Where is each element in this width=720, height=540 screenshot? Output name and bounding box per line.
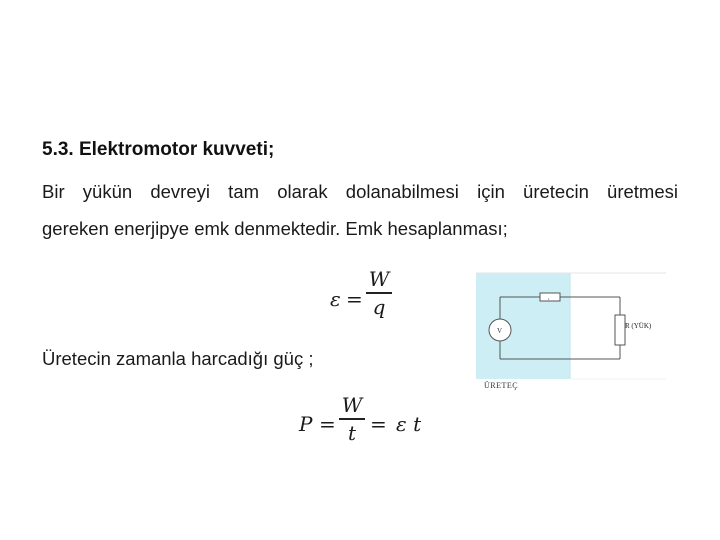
emf-times-time: ε t xyxy=(396,412,422,436)
generator-label: ÜRETEÇ xyxy=(484,381,519,390)
equals-sign-1: = xyxy=(319,412,336,436)
internal-resistor xyxy=(540,293,560,301)
fraction-bar xyxy=(339,418,365,420)
emf-symbol: ε xyxy=(330,287,341,311)
fraction-numerator: W xyxy=(341,393,363,417)
fraction-bar xyxy=(366,292,392,294)
power-symbol: P xyxy=(299,412,313,436)
power-fraction xyxy=(339,394,365,444)
paragraph-line-2: gereken enerjipye emk denmektedir. Emk hesaplanması; xyxy=(42,218,508,239)
equals-sign-2: = xyxy=(370,412,387,436)
load-label: R (YÜK) xyxy=(625,322,652,330)
section-heading: 5.3. Elektromotor kuvveti; xyxy=(42,139,275,160)
load-resistor xyxy=(615,315,625,345)
fraction-denominator: q xyxy=(372,294,386,319)
resistor-mark: , xyxy=(548,295,550,301)
paragraph-line-1: Bir yükün devreyi tam olarak dolanabilmesi için üretecin üretmesi xyxy=(42,181,678,202)
fraction-numerator: W xyxy=(368,267,390,291)
fraction-denominator: t xyxy=(347,420,357,445)
voltmeter-label: V xyxy=(497,327,503,335)
emf-fraction xyxy=(366,268,392,318)
equals-sign: = xyxy=(346,287,363,311)
paragraph-power: Üretecin zamanla harcadığı güç ; xyxy=(42,348,314,369)
